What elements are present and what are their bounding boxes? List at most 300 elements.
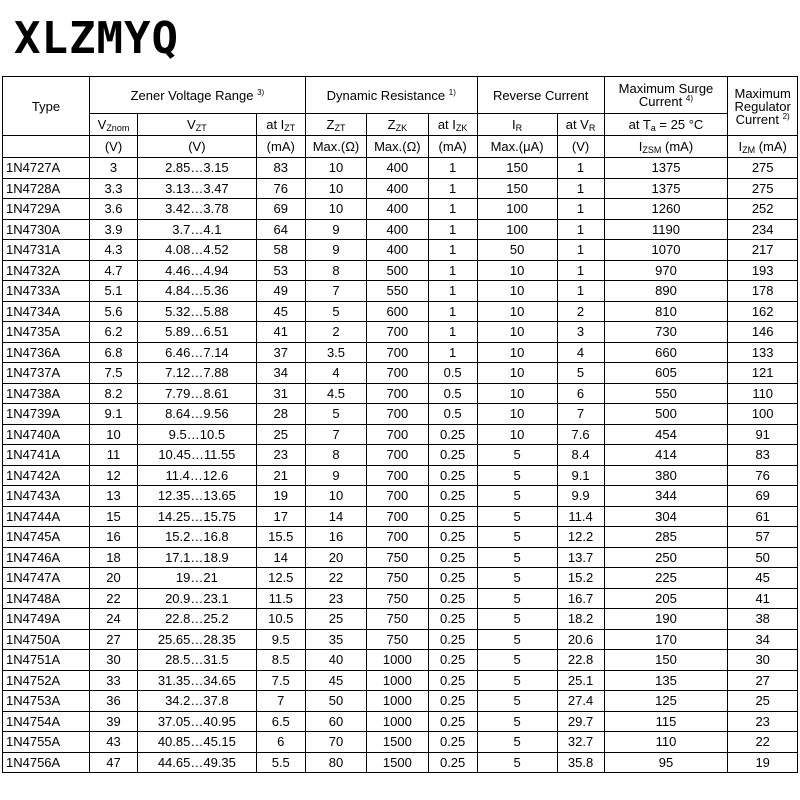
cell-at-izt: 11.5 bbox=[256, 588, 305, 609]
table-row bbox=[3, 691, 798, 712]
cell-zzk-max: 700 bbox=[367, 424, 428, 445]
cell-zzk-max: 1000 bbox=[367, 650, 428, 671]
cell-type: 1N4729A bbox=[3, 199, 90, 220]
table-row bbox=[3, 219, 798, 240]
cell-ir-max: 10 bbox=[477, 342, 557, 363]
cell-vznom: 33 bbox=[89, 670, 137, 691]
cell-vznom: 3.3 bbox=[89, 178, 137, 199]
cell-at-vr: 9.1 bbox=[557, 465, 604, 486]
cell-izsm: 190 bbox=[604, 609, 728, 630]
cell-at-izk: 1 bbox=[428, 219, 477, 240]
cell-izm: 25 bbox=[728, 691, 798, 712]
cell-zzt-max: 60 bbox=[305, 711, 366, 732]
cell-at-vr: 4 bbox=[557, 342, 604, 363]
cell-at-izk: 1 bbox=[428, 178, 477, 199]
cell-izm: 41 bbox=[728, 588, 798, 609]
unit-ir: Max.(μA) bbox=[477, 136, 557, 158]
cell-zzk-max: 1000 bbox=[367, 691, 428, 712]
at-izt-header: at $I_{ZT}$ bbox=[256, 114, 305, 136]
cell-type: 1N4733A bbox=[3, 281, 90, 302]
cell-izm: 234 bbox=[728, 219, 798, 240]
cell-zzt-max: 80 bbox=[305, 752, 366, 773]
cell-ir-max: 5 bbox=[477, 547, 557, 568]
cell-zzk-max: 700 bbox=[367, 342, 428, 363]
cell-izsm: 115 bbox=[604, 711, 728, 732]
cell-izm: 178 bbox=[728, 281, 798, 302]
cell-vzt-range: 25.65…28.35 bbox=[138, 629, 257, 650]
cell-at-izk: 1 bbox=[428, 199, 477, 220]
cell-ir-max: 5 bbox=[477, 670, 557, 691]
cell-at-vr: 12.2 bbox=[557, 527, 604, 548]
table-row bbox=[3, 424, 798, 445]
cell-izsm: 1375 bbox=[604, 158, 728, 179]
cell-izm: 146 bbox=[728, 322, 798, 343]
cell-vznom: 30 bbox=[89, 650, 137, 671]
cell-zzt-max: 5 bbox=[305, 404, 366, 425]
cell-izsm: 250 bbox=[604, 547, 728, 568]
zzk-header: $Z_{ZK}$ bbox=[367, 114, 428, 136]
table-row bbox=[3, 650, 798, 671]
cell-at-vr: 18.2 bbox=[557, 609, 604, 630]
cell-at-izk: 0.25 bbox=[428, 732, 477, 753]
cell-at-vr: 25.1 bbox=[557, 670, 604, 691]
cell-zzk-max: 550 bbox=[367, 281, 428, 302]
cell-at-izk: 1 bbox=[428, 240, 477, 261]
cell-zzk-max: 700 bbox=[367, 465, 428, 486]
table-row bbox=[3, 506, 798, 527]
cell-at-izt: 28 bbox=[256, 404, 305, 425]
cell-izsm: 344 bbox=[604, 486, 728, 507]
cell-at-izk: 0.25 bbox=[428, 465, 477, 486]
cell-ir-max: 50 bbox=[477, 240, 557, 261]
cell-vzt-range: 31.35…34.65 bbox=[138, 670, 257, 691]
cell-type: 1N4748A bbox=[3, 588, 90, 609]
cell-ir-max: 5 bbox=[477, 445, 557, 466]
cell-izm: 69 bbox=[728, 486, 798, 507]
cell-vznom: 5.6 bbox=[89, 301, 137, 322]
cell-izsm: 1070 bbox=[604, 240, 728, 261]
cell-at-izt: 5.5 bbox=[256, 752, 305, 773]
cell-at-izt: 7.5 bbox=[256, 670, 305, 691]
cell-zzt-max: 2 bbox=[305, 322, 366, 343]
cell-at-vr: 1 bbox=[557, 219, 604, 240]
cell-zzk-max: 1000 bbox=[367, 670, 428, 691]
cell-zzk-max: 700 bbox=[367, 322, 428, 343]
table-row bbox=[3, 547, 798, 568]
table-row bbox=[3, 342, 798, 363]
cell-ir-max: 5 bbox=[477, 486, 557, 507]
cell-vznom: 20 bbox=[89, 568, 137, 589]
cell-vznom: 6.2 bbox=[89, 322, 137, 343]
cell-izsm: 414 bbox=[604, 445, 728, 466]
cell-zzt-max: 35 bbox=[305, 629, 366, 650]
cell-vznom: 3.6 bbox=[89, 199, 137, 220]
cell-at-vr: 1 bbox=[557, 178, 604, 199]
cell-vzt-range: 4.46…4.94 bbox=[138, 260, 257, 281]
cell-type: 1N4744A bbox=[3, 506, 90, 527]
table-row bbox=[3, 588, 798, 609]
cell-ir-max: 5 bbox=[477, 588, 557, 609]
cell-zzk-max: 700 bbox=[367, 506, 428, 527]
cell-zzt-max: 4 bbox=[305, 363, 366, 384]
cell-at-izk: 0.25 bbox=[428, 547, 477, 568]
cell-zzt-max: 3.5 bbox=[305, 342, 366, 363]
cell-izsm: 970 bbox=[604, 260, 728, 281]
table-row bbox=[3, 629, 798, 650]
cell-vzt-range: 40.85…45.15 bbox=[138, 732, 257, 753]
cell-ir-max: 100 bbox=[477, 219, 557, 240]
cell-zzt-max: 20 bbox=[305, 547, 366, 568]
table-row bbox=[3, 383, 798, 404]
cell-zzk-max: 1500 bbox=[367, 752, 428, 773]
table-row bbox=[3, 486, 798, 507]
ir-header: $I_R$ bbox=[477, 114, 557, 136]
cell-izsm: 1190 bbox=[604, 219, 728, 240]
cell-at-izk: 1 bbox=[428, 158, 477, 179]
cell-izm: 57 bbox=[728, 527, 798, 548]
cell-izsm: 605 bbox=[604, 363, 728, 384]
cell-izsm: 110 bbox=[604, 732, 728, 753]
cell-ir-max: 5 bbox=[477, 732, 557, 753]
cell-ir-max: 5 bbox=[477, 711, 557, 732]
cell-izm: 275 bbox=[728, 178, 798, 199]
cell-type: 1N4745A bbox=[3, 527, 90, 548]
cell-at-vr: 7.6 bbox=[557, 424, 604, 445]
cell-at-izk: 0.25 bbox=[428, 691, 477, 712]
cell-vzt-range: 3.13…3.47 bbox=[138, 178, 257, 199]
cell-at-izk: 0.25 bbox=[428, 527, 477, 548]
cell-at-izk: 0.5 bbox=[428, 383, 477, 404]
cell-zzt-max: 10 bbox=[305, 199, 366, 220]
cell-at-izt: 34 bbox=[256, 363, 305, 384]
cell-izm: 193 bbox=[728, 260, 798, 281]
table-row bbox=[3, 670, 798, 691]
cell-vzt-range: 14.25…15.75 bbox=[138, 506, 257, 527]
cell-at-izt: 25 bbox=[256, 424, 305, 445]
cell-zzk-max: 500 bbox=[367, 260, 428, 281]
cell-at-izk: 1 bbox=[428, 301, 477, 322]
cell-izsm: 304 bbox=[604, 506, 728, 527]
cell-vzt-range: 22.8…25.2 bbox=[138, 609, 257, 630]
table-row bbox=[3, 465, 798, 486]
table-row bbox=[3, 260, 798, 281]
cell-type: 1N4736A bbox=[3, 342, 90, 363]
table-row bbox=[3, 240, 798, 261]
cell-izm: 45 bbox=[728, 568, 798, 589]
unit-izt: (mA) bbox=[256, 136, 305, 158]
cell-zzk-max: 400 bbox=[367, 199, 428, 220]
cell-zzt-max: 23 bbox=[305, 588, 366, 609]
cell-vznom: 11 bbox=[89, 445, 137, 466]
cell-at-izk: 0.25 bbox=[428, 629, 477, 650]
cell-vzt-range: 37.05…40.95 bbox=[138, 711, 257, 732]
cell-zzt-max: 25 bbox=[305, 609, 366, 630]
cell-vznom: 8.2 bbox=[89, 383, 137, 404]
at-vr-header: at $V_R$ bbox=[557, 114, 604, 136]
cell-at-vr: 29.7 bbox=[557, 711, 604, 732]
cell-ir-max: 5 bbox=[477, 650, 557, 671]
table-body bbox=[3, 158, 798, 773]
cell-at-izk: 0.25 bbox=[428, 752, 477, 773]
vznom-header: $V_{Znom}$ bbox=[89, 114, 137, 136]
cell-vznom: 12 bbox=[89, 465, 137, 486]
cell-at-izt: 53 bbox=[256, 260, 305, 281]
cell-vzt-range: 7.79…8.61 bbox=[138, 383, 257, 404]
cell-ir-max: 5 bbox=[477, 609, 557, 630]
cell-izsm: 810 bbox=[604, 301, 728, 322]
cell-izsm: 170 bbox=[604, 629, 728, 650]
cell-vzt-range: 6.46…7.14 bbox=[138, 342, 257, 363]
cell-type: 1N4734A bbox=[3, 301, 90, 322]
cell-at-izt: 17 bbox=[256, 506, 305, 527]
table-row bbox=[3, 363, 798, 384]
cell-type: 1N4751A bbox=[3, 650, 90, 671]
cell-izsm: 660 bbox=[604, 342, 728, 363]
cell-izm: 22 bbox=[728, 732, 798, 753]
cell-zzk-max: 700 bbox=[367, 486, 428, 507]
cell-izm: 30 bbox=[728, 650, 798, 671]
cell-at-vr: 7 bbox=[557, 404, 604, 425]
cell-type: 1N4753A bbox=[3, 691, 90, 712]
cell-zzt-max: 9 bbox=[305, 240, 366, 261]
cell-izm: 91 bbox=[728, 424, 798, 445]
cell-zzk-max: 600 bbox=[367, 301, 428, 322]
cell-type: 1N4756A bbox=[3, 752, 90, 773]
cell-zzk-max: 700 bbox=[367, 404, 428, 425]
table-row bbox=[3, 158, 798, 179]
type-unit-cell bbox=[3, 136, 90, 158]
cell-zzt-max: 8 bbox=[305, 445, 366, 466]
cell-vzt-range: 7.12…7.88 bbox=[138, 363, 257, 384]
cell-ir-max: 10 bbox=[477, 260, 557, 281]
cell-zzt-max: 8 bbox=[305, 260, 366, 281]
cell-vzt-range: 2.85…3.15 bbox=[138, 158, 257, 179]
cell-vznom: 7.5 bbox=[89, 363, 137, 384]
cell-at-izk: 0.25 bbox=[428, 506, 477, 527]
cell-type: 1N4738A bbox=[3, 383, 90, 404]
at-izk-header: at $I_{ZK}$ bbox=[428, 114, 477, 136]
cell-ir-max: 5 bbox=[477, 465, 557, 486]
cell-izm: 34 bbox=[728, 629, 798, 650]
cell-at-vr: 16.7 bbox=[557, 588, 604, 609]
cell-zzt-max: 7 bbox=[305, 424, 366, 445]
cell-izsm: 454 bbox=[604, 424, 728, 445]
cell-izsm: 730 bbox=[604, 322, 728, 343]
cell-at-izt: 41 bbox=[256, 322, 305, 343]
cell-ir-max: 5 bbox=[477, 506, 557, 527]
cell-type: 1N4730A bbox=[3, 219, 90, 240]
unit-zzt: Max.(Ω) bbox=[305, 136, 366, 158]
cell-type: 1N4739A bbox=[3, 404, 90, 425]
cell-vzt-range: 4.84…5.36 bbox=[138, 281, 257, 302]
cell-type: 1N4750A bbox=[3, 629, 90, 650]
cell-type: 1N4749A bbox=[3, 609, 90, 630]
cell-at-izt: 64 bbox=[256, 219, 305, 240]
cell-ir-max: 5 bbox=[477, 568, 557, 589]
cell-zzk-max: 400 bbox=[367, 219, 428, 240]
cell-type: 1N4740A bbox=[3, 424, 90, 445]
cell-vzt-range: 19…21 bbox=[138, 568, 257, 589]
cell-at-izt: 15.5 bbox=[256, 527, 305, 548]
cell-at-izk: 1 bbox=[428, 260, 477, 281]
cell-at-vr: 13.7 bbox=[557, 547, 604, 568]
cell-ir-max: 10 bbox=[477, 281, 557, 302]
cell-zzk-max: 750 bbox=[367, 629, 428, 650]
table-row bbox=[3, 445, 798, 466]
cell-at-izt: 69 bbox=[256, 199, 305, 220]
unit-izk: (mA) bbox=[428, 136, 477, 158]
cell-type: 1N4727A bbox=[3, 158, 90, 179]
cell-zzt-max: 10 bbox=[305, 486, 366, 507]
cell-ir-max: 10 bbox=[477, 322, 557, 343]
cell-at-izk: 0.25 bbox=[428, 670, 477, 691]
cell-izsm: 380 bbox=[604, 465, 728, 486]
cell-at-izt: 12.5 bbox=[256, 568, 305, 589]
cell-at-izk: 0.25 bbox=[428, 588, 477, 609]
cell-izm: 100 bbox=[728, 404, 798, 425]
cell-vznom: 4.7 bbox=[89, 260, 137, 281]
vzt-header: $V_{ZT}$ bbox=[138, 114, 257, 136]
cell-izsm: 890 bbox=[604, 281, 728, 302]
cell-vznom: 27 bbox=[89, 629, 137, 650]
cell-at-vr: 11.4 bbox=[557, 506, 604, 527]
cell-izm: 217 bbox=[728, 240, 798, 261]
cell-type: 1N4737A bbox=[3, 363, 90, 384]
cell-zzk-max: 1000 bbox=[367, 711, 428, 732]
cell-at-izk: 0.25 bbox=[428, 568, 477, 589]
cell-ir-max: 150 bbox=[477, 158, 557, 179]
cell-izm: 252 bbox=[728, 199, 798, 220]
cell-at-izt: 6.5 bbox=[256, 711, 305, 732]
zener-range-header: Zener Voltage Range $^{3)}$ bbox=[89, 77, 305, 114]
cell-type: 1N4743A bbox=[3, 486, 90, 507]
cell-izm: 110 bbox=[728, 383, 798, 404]
cell-zzk-max: 400 bbox=[367, 178, 428, 199]
cell-at-izk: 0.25 bbox=[428, 445, 477, 466]
cell-vzt-range: 34.2…37.8 bbox=[138, 691, 257, 712]
cell-vzt-range: 4.08…4.52 bbox=[138, 240, 257, 261]
unit-vznom: (V) bbox=[89, 136, 137, 158]
cell-at-izk: 0.5 bbox=[428, 363, 477, 384]
cell-izsm: 500 bbox=[604, 404, 728, 425]
cell-vzt-range: 15.2…16.8 bbox=[138, 527, 257, 548]
cell-vzt-range: 9.5…10.5 bbox=[138, 424, 257, 445]
unit-vr: (V) bbox=[557, 136, 604, 158]
cell-vznom: 22 bbox=[89, 588, 137, 609]
cell-izm: 162 bbox=[728, 301, 798, 322]
cell-zzt-max: 10 bbox=[305, 178, 366, 199]
cell-at-izt: 83 bbox=[256, 158, 305, 179]
cell-at-vr: 8.4 bbox=[557, 445, 604, 466]
cell-vznom: 43 bbox=[89, 732, 137, 753]
cell-at-izt: 8.5 bbox=[256, 650, 305, 671]
cell-at-vr: 1 bbox=[557, 240, 604, 261]
cell-vznom: 39 bbox=[89, 711, 137, 732]
cell-vznom: 3 bbox=[89, 158, 137, 179]
cell-zzt-max: 40 bbox=[305, 650, 366, 671]
cell-zzt-max: 45 bbox=[305, 670, 366, 691]
cell-vznom: 4.3 bbox=[89, 240, 137, 261]
cell-at-izt: 10.5 bbox=[256, 609, 305, 630]
cell-izm: 38 bbox=[728, 609, 798, 630]
cell-zzt-max: 14 bbox=[305, 506, 366, 527]
cell-vzt-range: 3.42…3.78 bbox=[138, 199, 257, 220]
table-row bbox=[3, 199, 798, 220]
cell-at-izk: 0.25 bbox=[428, 609, 477, 630]
cell-izm: 76 bbox=[728, 465, 798, 486]
cell-zzt-max: 16 bbox=[305, 527, 366, 548]
unit-izsm: $I_{ZSM}$ (mA) bbox=[604, 136, 728, 158]
cell-izsm: 285 bbox=[604, 527, 728, 548]
ta-header: at $T_a = 25$ °C bbox=[604, 114, 728, 136]
cell-zzt-max: 50 bbox=[305, 691, 366, 712]
cell-vznom: 36 bbox=[89, 691, 137, 712]
cell-at-vr: 32.7 bbox=[557, 732, 604, 753]
cell-at-izt: 9.5 bbox=[256, 629, 305, 650]
cell-izm: 50 bbox=[728, 547, 798, 568]
cell-ir-max: 10 bbox=[477, 424, 557, 445]
table-row bbox=[3, 752, 798, 773]
cell-at-izt: 76 bbox=[256, 178, 305, 199]
cell-vznom: 9.1 bbox=[89, 404, 137, 425]
cell-vzt-range: 8.64…9.56 bbox=[138, 404, 257, 425]
cell-at-vr: 35.8 bbox=[557, 752, 604, 773]
cell-izm: 23 bbox=[728, 711, 798, 732]
cell-vznom: 13 bbox=[89, 486, 137, 507]
cell-at-vr: 22.8 bbox=[557, 650, 604, 671]
type-header: Type bbox=[3, 77, 90, 136]
cell-at-izt: 7 bbox=[256, 691, 305, 712]
zzt-header: $Z_{ZT}$ bbox=[305, 114, 366, 136]
cell-type: 1N4742A bbox=[3, 465, 90, 486]
cell-at-izk: 0.25 bbox=[428, 650, 477, 671]
cell-vzt-range: 17.1…18.9 bbox=[138, 547, 257, 568]
unit-izm: $I_{ZM}$ (mA) bbox=[728, 136, 798, 158]
cell-at-izk: 1 bbox=[428, 322, 477, 343]
cell-izm: 27 bbox=[728, 670, 798, 691]
cell-at-izk: 1 bbox=[428, 342, 477, 363]
cell-izsm: 135 bbox=[604, 670, 728, 691]
cell-zzt-max: 9 bbox=[305, 465, 366, 486]
cell-at-izt: 19 bbox=[256, 486, 305, 507]
cell-vzt-range: 28.5…31.5 bbox=[138, 650, 257, 671]
cell-zzt-max: 4.5 bbox=[305, 383, 366, 404]
cell-ir-max: 150 bbox=[477, 178, 557, 199]
cell-zzk-max: 750 bbox=[367, 588, 428, 609]
cell-at-vr: 6 bbox=[557, 383, 604, 404]
cell-ir-max: 10 bbox=[477, 363, 557, 384]
cell-vznom: 3.9 bbox=[89, 219, 137, 240]
cell-zzk-max: 1500 bbox=[367, 732, 428, 753]
cell-at-izt: 21 bbox=[256, 465, 305, 486]
cell-at-vr: 1 bbox=[557, 199, 604, 220]
brand-logo: XLZMYQ bbox=[14, 13, 179, 64]
cell-at-izt: 58 bbox=[256, 240, 305, 261]
table-row bbox=[3, 281, 798, 302]
zener-spec-table bbox=[2, 76, 798, 773]
cell-izsm: 205 bbox=[604, 588, 728, 609]
cell-vznom: 24 bbox=[89, 609, 137, 630]
reverse-current-header: Reverse Current bbox=[477, 77, 604, 114]
cell-ir-max: 10 bbox=[477, 404, 557, 425]
cell-at-vr: 2 bbox=[557, 301, 604, 322]
cell-zzt-max: 70 bbox=[305, 732, 366, 753]
cell-at-vr: 15.2 bbox=[557, 568, 604, 589]
cell-ir-max: 10 bbox=[477, 383, 557, 404]
cell-at-izt: 37 bbox=[256, 342, 305, 363]
cell-at-izk: 1 bbox=[428, 281, 477, 302]
cell-izsm: 1375 bbox=[604, 178, 728, 199]
